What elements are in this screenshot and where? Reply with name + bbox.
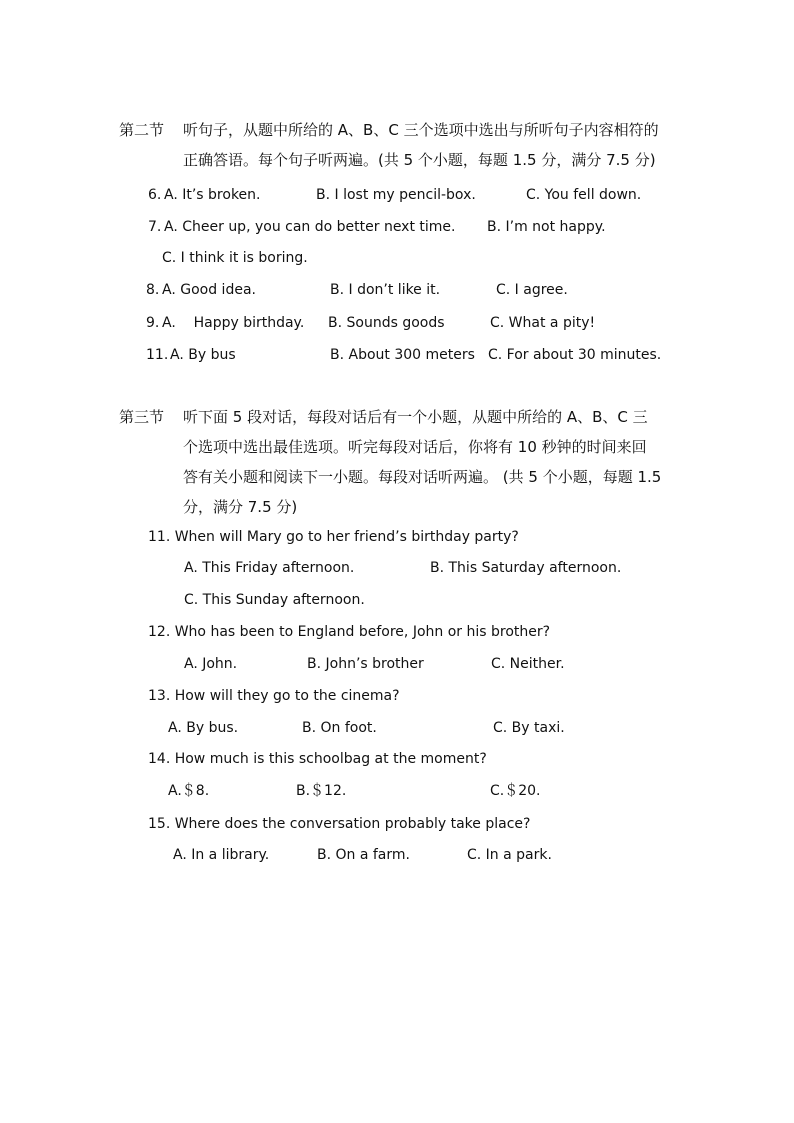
option-c: C. You fell down.: [526, 187, 642, 203]
option-c: C. This Sunday afternoon.: [184, 592, 365, 608]
option-b: B. I’m not happy.: [487, 219, 606, 235]
option-a: A. By bus.: [168, 720, 239, 736]
option-a: A.＄8.: [168, 783, 210, 799]
item-number: 7.: [148, 219, 162, 235]
question-11: 11. When will Mary go to her friend’s birthday party?: [148, 529, 519, 545]
option-c: C. I think it is boring.: [162, 250, 308, 266]
option-b: B. On a farm.: [317, 847, 410, 863]
section3-title: 第三节: [119, 408, 165, 426]
option-a: A. John.: [184, 656, 238, 672]
item-number: 11.: [146, 347, 169, 363]
question-15: 15. Where does the conversation probably take place?: [148, 816, 531, 832]
item-number: 9.: [146, 315, 160, 331]
option-b: B. I lost my pencil-box.: [316, 187, 476, 203]
section2-instruction-line2: 正确答语。每个句子听两遍。(共 5 个小题，每题 1.5 分，满分 7.5 分): [183, 151, 656, 169]
option-a: A. It’s broken.: [164, 187, 261, 203]
question-14: 14. How much is this schoolbag at the moment?: [148, 751, 487, 767]
option-c: C. In a park.: [467, 847, 552, 863]
option-b: B. This Saturday afternoon.: [430, 560, 622, 576]
section2-instruction-line1: 听句子，从题中所给的 A、B、C 三个选项中选出与所听句子内容相符的: [183, 121, 659, 139]
option-a: A. Cheer up, you can do better next time.: [164, 219, 456, 235]
question-text: [148, 622, 550, 642]
option-a: A. This Friday afternoon.: [184, 560, 355, 576]
option-b: B. John’s brother: [307, 656, 424, 672]
option-c: C. What a pity!: [490, 315, 596, 331]
option-b: B. I don’t like it.: [330, 282, 441, 298]
option-c: C. By taxi.: [493, 720, 565, 736]
option-b: B.＄12.: [296, 783, 347, 799]
question-13: 13. How will they go to the cinema?: [148, 688, 400, 704]
item-number: 8.: [146, 282, 160, 298]
section3-instruction-line2: 个选项中选出最佳选项。听完每段对话后，你将有 10 秒钟的时间来回: [183, 438, 647, 456]
question-12: 12. Who has been to England before, John or his brother?: [148, 624, 551, 640]
option-a: A. Happy birthday.: [162, 315, 305, 331]
option-b: B. Sounds goods: [328, 315, 445, 331]
option-c: C. For about 30 minutes.: [488, 347, 662, 363]
option-a: A. In a library.: [173, 847, 270, 863]
question-text: [148, 749, 487, 769]
question-text: [148, 686, 400, 706]
option-b: B. About 300 meters: [330, 347, 475, 363]
option-c: C. Neither.: [491, 656, 565, 672]
question-text: [148, 814, 530, 834]
section3-instruction-line3: 答有关小题和阅读下一小题。每段对话听两遍。 (共 5 个小题，每题 1.5: [183, 468, 662, 486]
option-a: A. By bus: [170, 347, 236, 363]
option-b: B. On foot.: [302, 720, 377, 736]
section3-instruction-line4: 分，满分 7.5 分): [183, 498, 298, 516]
question-text: [148, 527, 519, 547]
option-c: C. I agree.: [496, 282, 568, 298]
option-c: C.＄20.: [490, 783, 541, 799]
section2-title: 第二节: [119, 121, 165, 139]
item-number: 6.: [148, 187, 162, 203]
section3-instruction-line1: 听下面 5 段对话，每段对话后有一个小题，从题中所给的 A、B、C 三: [183, 408, 648, 426]
option-a: A. Good idea.: [162, 282, 256, 298]
